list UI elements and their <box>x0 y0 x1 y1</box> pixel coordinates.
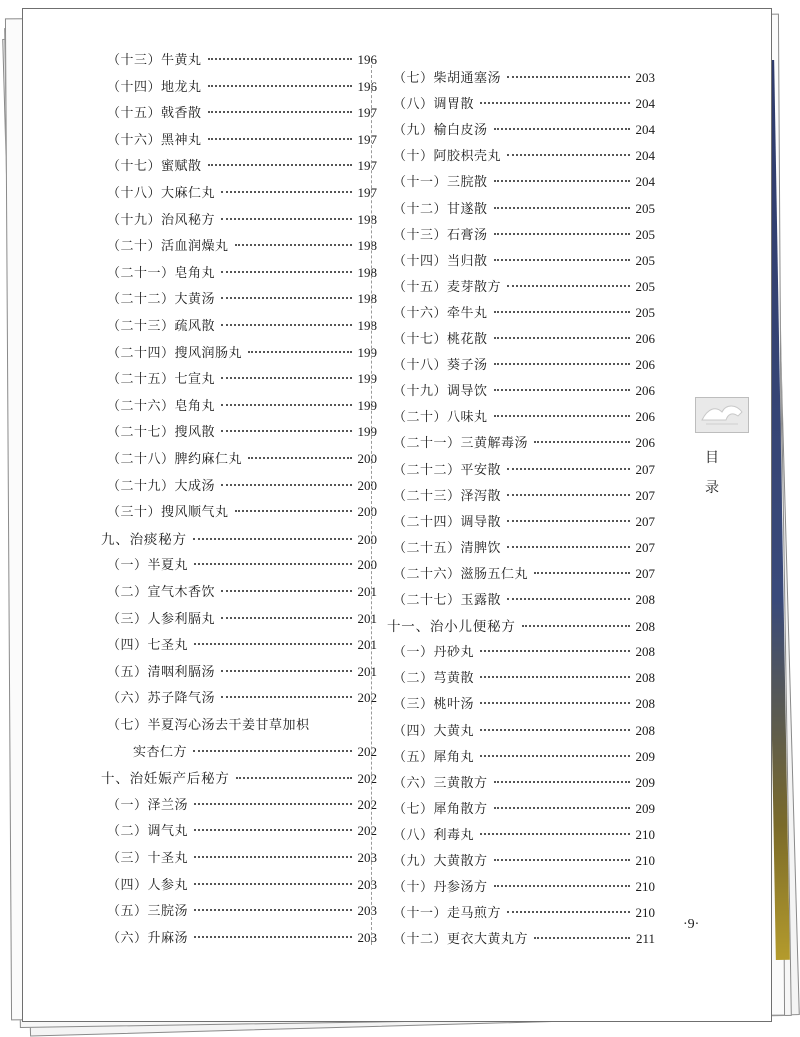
toc-dot-leader <box>236 777 352 779</box>
toc-dot-leader <box>494 781 630 783</box>
toc-entry-page: 204 <box>635 174 655 190</box>
toc-entry-page: 205 <box>635 252 655 268</box>
toc-entry-title: （二十八）脾约麻仁丸 <box>107 452 243 467</box>
toc-entry <box>393 328 655 348</box>
toc-dot-leader <box>494 389 630 391</box>
toc-dot-leader <box>208 85 352 87</box>
toc-entry <box>107 395 377 415</box>
toc-dot-leader <box>534 441 629 443</box>
toc-entry-page: 204 <box>635 96 655 112</box>
toc-entry <box>107 76 377 96</box>
toc-entry-page: 200 <box>357 504 377 520</box>
toc-entry-title: （三）人参利膈丸 <box>107 611 216 627</box>
toc-entry-page: 208 <box>635 722 655 738</box>
toc-entry-title: （十五）麦芽散方 <box>393 279 502 295</box>
toc-entry-page: 206 <box>635 435 655 451</box>
toc-entry-page: 208 <box>635 644 655 660</box>
toc-entry-title: （八）调胃散 <box>393 97 475 113</box>
toc-dot-leader <box>507 520 629 522</box>
toc-dot-leader <box>194 936 351 938</box>
toc-entry-page: 203 <box>357 903 377 919</box>
toc-entry-title: （十六）黑神丸 <box>107 132 202 148</box>
toc-entry-page: 199 <box>357 371 377 387</box>
toc-entry-page: 201 <box>357 584 377 599</box>
toc-dot-leader <box>194 643 351 645</box>
toc-entry-page: 202 <box>357 823 377 839</box>
toc-entry <box>393 145 655 165</box>
toc-entry <box>107 794 377 814</box>
toc-dot-leader <box>194 803 351 805</box>
toc-entry-title: （七）半夏泻心汤去干姜甘草加枳 <box>107 718 310 733</box>
toc-dot-leader <box>221 590 351 592</box>
toc-dot-leader <box>221 271 351 273</box>
toc-entry <box>387 615 655 635</box>
toc-entry-title: （十）阿胶枳壳丸 <box>393 149 502 165</box>
toc-entry-title: （五）三脘汤 <box>107 904 189 920</box>
toc-entry-page: 197 <box>357 158 377 174</box>
toc-entry-page: 205 <box>635 304 655 320</box>
toc-entry-page: 199 <box>357 344 377 360</box>
toc-entry-page: 201 <box>357 610 377 626</box>
toc-dot-leader <box>494 859 630 861</box>
toc-entry-page: 207 <box>635 487 655 503</box>
toc-entry-page: 198 <box>357 264 377 280</box>
toc-dot-leader <box>221 297 351 299</box>
toc-entry <box>107 49 377 69</box>
toc-dot-leader <box>193 538 352 540</box>
toc-entry <box>107 634 377 654</box>
toc-dot-leader <box>494 207 630 209</box>
toc-entry-page: 211 <box>635 931 655 947</box>
toc-entry <box>107 129 377 149</box>
toc-entry <box>107 262 377 282</box>
toc-dot-leader <box>494 885 630 887</box>
toc-dot-leader <box>480 729 629 731</box>
toc-entry-title: 九、治痰秘方 <box>101 531 187 548</box>
toc-entry-page: 208 <box>635 670 655 686</box>
toc-entry <box>393 537 655 557</box>
toc-entry-page: 198 <box>357 291 377 307</box>
toc-entry <box>393 641 655 661</box>
toc-entry-title: （六）苏子降气汤 <box>107 691 216 707</box>
toc-entry <box>393 250 655 270</box>
toc-dot-leader <box>507 76 629 78</box>
toc-entry-title: （十七）桃花散 <box>393 332 488 347</box>
toc-entry-page: 209 <box>635 800 655 816</box>
toc-entry-title: 十、治妊娠产后秘方 <box>101 771 230 788</box>
toc-entry-title: （六）升麻汤 <box>107 930 189 946</box>
toc-dot-leader <box>494 337 630 339</box>
toc-entry <box>107 368 377 388</box>
toc-entry-title: （十五）戟香散 <box>107 106 202 122</box>
toc-entry-title: （五）清咽利膈汤 <box>107 664 216 680</box>
toc-entry-title: （二十二）大黄汤 <box>107 292 216 308</box>
toc-entry <box>107 714 377 734</box>
toc-entry <box>107 421 377 441</box>
toc-entry-title: （二十六）滋肠五仁丸 <box>393 566 529 582</box>
toc-entry-title: （十八）大麻仁丸 <box>107 186 216 201</box>
toc-entry-page: 198 <box>357 238 377 254</box>
toc-entry <box>393 406 655 426</box>
toc-entry-title: （六）三黄散方 <box>393 775 488 791</box>
toc-dot-leader <box>221 191 351 193</box>
toc-entry-page: 205 <box>635 226 655 242</box>
toc-entry-title: （二十二）平安散 <box>393 462 502 478</box>
toc-entry <box>107 182 377 202</box>
toc-entry-page: 210 <box>635 905 655 921</box>
toc-dot-leader <box>221 696 351 698</box>
toc-dot-leader <box>507 468 629 470</box>
toc-dot-leader <box>507 154 629 156</box>
toc-entry-page: 207 <box>635 539 655 555</box>
toc-dot-leader <box>221 617 351 619</box>
toc-dot-leader <box>221 484 351 486</box>
toc-entry-title: （二十一）皂角丸 <box>107 265 216 281</box>
toc-entry <box>107 501 377 521</box>
toc-entry-title: （十四）地龙丸 <box>107 79 202 95</box>
toc-entry <box>107 102 377 122</box>
toc-entry-title: （一）泽兰汤 <box>107 797 189 813</box>
toc-dot-leader <box>522 625 630 627</box>
toc-dot-leader <box>480 102 629 104</box>
toc-entry-title: （二）芎黄散 <box>393 671 475 687</box>
toc-entry <box>393 511 655 531</box>
toc-entry-page: 205 <box>635 200 655 216</box>
toc-dot-leader <box>494 259 630 261</box>
toc-entry-title: （十九）治风秘方 <box>107 212 216 228</box>
toc-entry <box>393 902 655 922</box>
toc-entry <box>393 171 655 191</box>
toc-entry <box>107 155 377 175</box>
toc-entry-page: 203 <box>357 850 377 865</box>
toc-entry-title: （二十）八味丸 <box>393 410 488 426</box>
toc-entry-page: 207 <box>635 565 655 581</box>
toc-dot-leader <box>194 883 351 885</box>
toc-entry <box>393 459 655 479</box>
toc-entry-page: 209 <box>635 748 655 764</box>
toc-entry <box>393 824 655 844</box>
toc-entry <box>107 661 377 681</box>
toc-entry <box>107 448 377 468</box>
toc-entry-title: （四）大黄丸 <box>393 723 475 739</box>
toc-entry <box>393 485 655 505</box>
toc-entry <box>393 380 655 400</box>
toc-entry <box>107 288 377 308</box>
toc-entry-page: 201 <box>357 663 377 679</box>
toc-dot-leader <box>221 324 351 326</box>
toc-entry <box>107 554 377 574</box>
toc-entry-title: （七）犀角散方 <box>393 801 488 817</box>
toc-entry <box>393 746 655 766</box>
toc-dot-leader <box>494 807 630 809</box>
toc-entry-title: （四）人参丸 <box>107 877 189 893</box>
toc-entry <box>107 475 377 495</box>
toc-entry-page: 197 <box>357 105 377 121</box>
toc-entry <box>101 528 377 548</box>
toc-entry <box>393 772 655 792</box>
toc-entry-page: 202 <box>357 743 377 759</box>
toc-dot-leader <box>194 829 351 831</box>
toc-entry-page: 208 <box>635 696 655 712</box>
toc-entry <box>107 342 377 362</box>
toc-entry-title: （十一）走马煎方 <box>393 906 502 922</box>
toc-entry-title: （十三）石膏汤 <box>393 227 488 243</box>
toc-entry <box>393 876 655 896</box>
toc-entry-title: （二十）活血润燥丸 <box>107 239 229 255</box>
toc-entry-page: 206 <box>635 383 655 399</box>
toc-entry <box>393 693 655 713</box>
toc-entry-page: 202 <box>357 771 377 787</box>
toc-entry-page: 206 <box>635 409 655 425</box>
toc-entry-page: 210 <box>635 853 655 868</box>
toc-entry-page: 196 <box>357 78 377 94</box>
toc-dot-leader <box>208 138 352 140</box>
toc-entry-page: 205 <box>635 278 655 294</box>
page-number: ·9· <box>683 917 700 932</box>
toc-dot-leader <box>507 546 629 548</box>
toc-entry <box>107 927 377 947</box>
toc-entry-title: （二十七）搜风散 <box>107 425 216 441</box>
toc-dot-leader <box>193 750 351 752</box>
toc-dot-leader <box>507 494 629 496</box>
toc-entry <box>393 928 655 948</box>
toc-dot-leader <box>221 218 351 220</box>
toc-entry <box>107 608 377 628</box>
toc-entry-title: （十七）蜜赋散 <box>107 159 202 175</box>
toc-entry-title: （十二）甘遂散 <box>393 201 488 217</box>
toc-entry-page: 203 <box>357 876 377 892</box>
toc-entry-page: 197 <box>357 131 377 147</box>
toc-entry-title: （二十五）清脾饮 <box>393 540 502 556</box>
toc-entry-title: （十三）牛黄丸 <box>107 53 202 68</box>
toc-dot-leader <box>208 58 352 60</box>
toc-entry <box>393 224 655 244</box>
toc-dot-leader <box>494 180 630 182</box>
toc-page <box>22 8 772 1022</box>
toc-entry-page: 203 <box>357 929 377 945</box>
toc-entry <box>393 432 655 452</box>
toc-dot-leader <box>208 111 352 113</box>
toc-entry-title: （十二）更衣大黄丸方 <box>393 932 529 948</box>
toc-entry <box>393 589 655 609</box>
toc-dot-leader <box>494 128 630 130</box>
toc-dot-leader <box>221 404 351 406</box>
toc-entry-title: （十四）当归散 <box>393 253 488 269</box>
toc-dot-leader <box>480 702 629 704</box>
toc-entry <box>393 667 655 687</box>
toc-entry-title: （二）调气丸 <box>107 824 189 840</box>
toc-entry-page: 208 <box>635 592 655 607</box>
toc-entry-title: （一）丹砂丸 <box>393 645 475 661</box>
toc-entry-page: 200 <box>357 477 377 493</box>
toc-entry-title: （十六）牵牛丸 <box>393 305 488 321</box>
toc-entry <box>107 741 377 761</box>
toc-entry-title: （十一）三脘散 <box>393 175 488 191</box>
toc-entry <box>393 720 655 740</box>
toc-entry <box>393 93 655 113</box>
toc-dot-leader <box>221 377 351 379</box>
toc-dot-leader <box>534 572 629 574</box>
toc-dot-leader <box>480 676 629 678</box>
toc-dot-leader <box>507 285 629 287</box>
toc-dot-leader <box>194 856 351 858</box>
toc-entry <box>107 209 377 229</box>
toc-entry-title: （九）榆白皮汤 <box>393 123 488 139</box>
toc-entry-page: 207 <box>635 461 655 477</box>
toc-entry-title: （九）大黄散方 <box>393 854 488 869</box>
toc-entry-title: （七）柴胡通塞汤 <box>393 71 502 86</box>
toc-entry-page: 198 <box>357 318 377 333</box>
toc-entry <box>107 235 377 255</box>
toc-entry-title: （二十三）疏风散 <box>107 319 216 334</box>
toc-dot-leader <box>248 351 351 353</box>
toc-entry-title: （二十九）大成汤 <box>107 478 216 494</box>
toc-entry-title: （十）丹参汤方 <box>393 880 488 896</box>
toc-entry-page: 196 <box>357 52 377 67</box>
toc-entry-page: 197 <box>357 185 377 200</box>
toc-entry-page: 202 <box>357 796 377 812</box>
toc-entry-title: （五）犀角丸 <box>393 749 475 765</box>
toc-dot-leader <box>248 457 351 459</box>
toc-entry-page: 210 <box>635 879 655 895</box>
toc-entry-page: 202 <box>357 690 377 706</box>
toc-dot-leader <box>480 650 629 652</box>
toc-entry-title: （十八）葵子汤 <box>393 358 488 374</box>
toc-entry <box>107 874 377 894</box>
toc-dot-leader <box>507 911 629 913</box>
ornament-emblem-icon <box>695 397 749 433</box>
toc-dot-leader <box>194 563 351 565</box>
toc-entry <box>393 119 655 139</box>
toc-entry-page: 203 <box>635 70 655 85</box>
toc-entry-title: （一）半夏丸 <box>107 558 189 574</box>
toc-dot-leader <box>208 164 352 166</box>
toc-entry-title: （二十六）皂角丸 <box>107 398 216 414</box>
toc-entry-page: 208 <box>635 619 655 635</box>
toc-entry-title: （二十七）玉露散 <box>393 593 502 608</box>
toc-entry <box>393 850 655 870</box>
toc-entry-page: 200 <box>357 531 377 547</box>
toc-entry-page: 206 <box>635 357 655 373</box>
toc-entry <box>107 315 377 335</box>
toc-entry <box>393 276 655 296</box>
toc-dot-leader <box>480 833 629 835</box>
toc-dot-leader <box>235 244 352 246</box>
toc-entry-title: （三十）搜风顺气丸 <box>107 505 229 521</box>
toc-dot-leader <box>221 670 351 672</box>
toc-entry <box>393 302 655 322</box>
toc-entry-page: 209 <box>635 774 655 790</box>
toc-entry-title: （十九）调导饮 <box>393 384 488 400</box>
toc-entry <box>101 767 377 787</box>
toc-entry-title: 十一、治小儿便秘方 <box>387 619 516 636</box>
toc-entry-title: （二十四）搜风润肠丸 <box>107 345 243 361</box>
toc-entry-page: 204 <box>635 148 655 164</box>
toc-entry-title: （八）利毒丸 <box>393 827 475 843</box>
toc-entry-page: 210 <box>635 826 655 842</box>
toc-entry-title: （二十一）三黄解毒汤 <box>393 436 529 452</box>
toc-entry <box>107 820 377 840</box>
toc-entry-title: （三）十圣丸 <box>107 851 189 866</box>
toc-entry-page: 206 <box>635 331 655 346</box>
toc-entry-title: 实杏仁方 <box>133 744 188 760</box>
toc-entry <box>107 900 377 920</box>
toc-dot-leader <box>534 937 630 939</box>
toc-entry-page: 199 <box>357 397 377 413</box>
toc-entry-page: 199 <box>357 424 377 440</box>
toc-entry-title: （二十五）七宣丸 <box>107 372 216 388</box>
toc-entry-page: 204 <box>635 122 655 138</box>
toc-entry <box>393 354 655 374</box>
toc-entry-page: 201 <box>357 637 377 653</box>
toc-entry <box>107 581 377 601</box>
toc-entry-title: （四）七圣丸 <box>107 638 189 654</box>
toc-entry <box>393 198 655 218</box>
toc-entry <box>107 687 377 707</box>
toc-entry-title: （三）桃叶汤 <box>393 697 475 713</box>
toc-entry-title: （二十四）调导散 <box>393 514 502 530</box>
toc-entry-title: （二十三）泽泻散 <box>393 488 502 504</box>
toc-entry-page: 200 <box>357 451 377 466</box>
toc-dot-leader <box>194 909 351 911</box>
toc-dot-leader <box>221 430 351 432</box>
toc-entry <box>107 847 377 867</box>
toc-entry-page: 198 <box>357 211 377 227</box>
toc-entry-page: 200 <box>357 557 377 573</box>
side-label-contents: 目录 <box>705 450 719 496</box>
toc-entry-page: 207 <box>635 513 655 529</box>
toc-dot-leader <box>507 598 629 600</box>
column-divider <box>371 65 372 945</box>
toc-entry <box>393 798 655 818</box>
toc-dot-leader <box>494 233 630 235</box>
toc-entry-title: （二）宣气木香饮 <box>107 585 216 600</box>
toc-dot-leader <box>494 415 630 417</box>
toc-dot-leader <box>494 363 630 365</box>
toc-entry <box>393 67 655 87</box>
toc-dot-leader <box>235 510 352 512</box>
toc-dot-leader <box>480 755 629 757</box>
toc-entry <box>393 563 655 583</box>
toc-dot-leader <box>494 311 630 313</box>
